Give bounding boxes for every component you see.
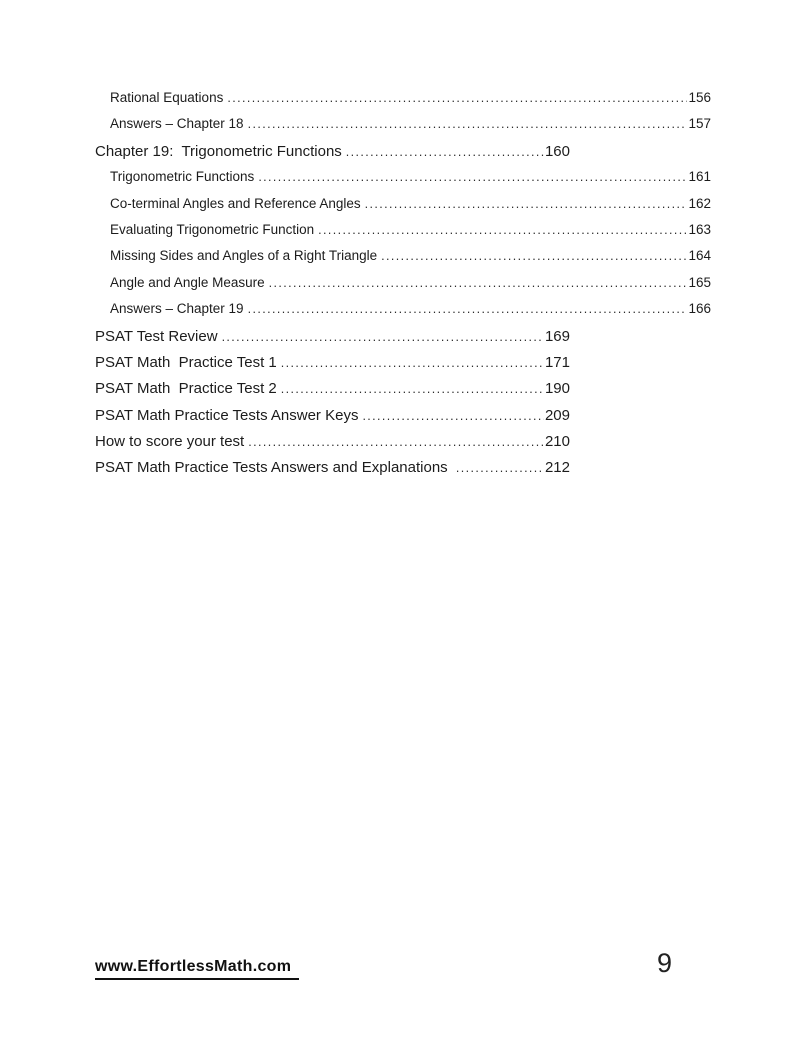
toc-entry-label: PSAT Test Review — [95, 327, 218, 345]
toc-entry-label: Angle and Angle Measure — [110, 274, 265, 290]
toc-entry-page: 166 — [688, 301, 711, 317]
toc-entry-label: Answers – Chapter 18 — [110, 116, 244, 132]
dot-leader — [248, 116, 688, 131]
table-of-contents — [95, 90, 711, 486]
toc-row — [95, 433, 570, 459]
dot-leader — [258, 169, 687, 184]
toc-row — [95, 407, 570, 433]
dot-leader — [456, 459, 544, 476]
toc-entry-label: PSAT Math Practice Tests Answer Keys — [95, 406, 359, 424]
toc-entry-label: Answers – Chapter 19 — [110, 301, 244, 317]
toc-entry-page: 160 — [544, 142, 570, 160]
dot-leader — [346, 143, 544, 160]
dot-leader — [318, 222, 687, 237]
toc-entry-label: Missing Sides and Angles of a Right Triangle — [110, 248, 378, 264]
toc-entry-page: 171 — [544, 353, 570, 371]
toc-row — [110, 301, 711, 327]
toc-row — [95, 328, 570, 354]
toc-entry-page: 164 — [688, 248, 711, 264]
toc-row — [110, 169, 711, 195]
toc-entry-label: PSAT Math Practice Test 2 — [95, 380, 277, 398]
dot-leader — [362, 407, 544, 424]
toc-row — [95, 459, 570, 485]
toc-entry-label: Chapter 19: Trigonometric Functions — [95, 142, 342, 160]
toc-entry-page: 165 — [688, 274, 711, 290]
toc-entry-label: Evaluating Trigonometric Function — [110, 221, 315, 237]
toc-row — [110, 196, 711, 222]
toc-entry-label: Trigonometric Functions — [110, 169, 255, 185]
toc-entry-page: 162 — [688, 195, 711, 211]
toc-entry-label: Rational Equations — [110, 90, 224, 105]
dot-leader — [227, 90, 687, 105]
toc-row — [110, 222, 711, 248]
toc-entry-page: 212 — [544, 459, 570, 477]
toc-entry-page: 190 — [544, 380, 570, 398]
dot-leader — [381, 248, 687, 263]
toc-row — [110, 275, 711, 301]
dot-leader — [222, 328, 544, 345]
toc-row — [95, 143, 570, 169]
toc-entry-page: 161 — [688, 169, 711, 185]
toc-entry-page: 209 — [544, 406, 570, 424]
toc-entry-label: PSAT Math Practice Test 1 — [95, 353, 277, 371]
toc-row — [110, 90, 711, 116]
toc-entry-page: 157 — [688, 116, 711, 132]
dot-leader — [248, 301, 688, 316]
dot-leader — [248, 433, 544, 450]
dot-leader — [269, 275, 688, 290]
dot-leader — [281, 380, 544, 397]
dot-leader — [281, 354, 544, 371]
toc-entry-page: 163 — [688, 221, 711, 237]
website-link[interactable]: www.EffortlessMath.com — [95, 958, 299, 980]
toc-entry-label: Co-terminal Angles and Reference Angles — [110, 195, 361, 211]
toc-entry-label: How to score your test — [95, 433, 245, 451]
toc-row — [110, 116, 711, 142]
toc-row — [110, 248, 711, 274]
toc-row — [95, 354, 570, 380]
toc-entry-page: 156 — [688, 90, 711, 105]
toc-entry-page: 210 — [544, 433, 570, 451]
page-number: 9 — [657, 948, 673, 978]
toc-row — [95, 380, 570, 406]
toc-entry-page: 169 — [544, 327, 570, 345]
dot-leader — [365, 196, 688, 211]
toc-entry-label: PSAT Math Practice Tests Answers and Explanations — [95, 459, 452, 477]
